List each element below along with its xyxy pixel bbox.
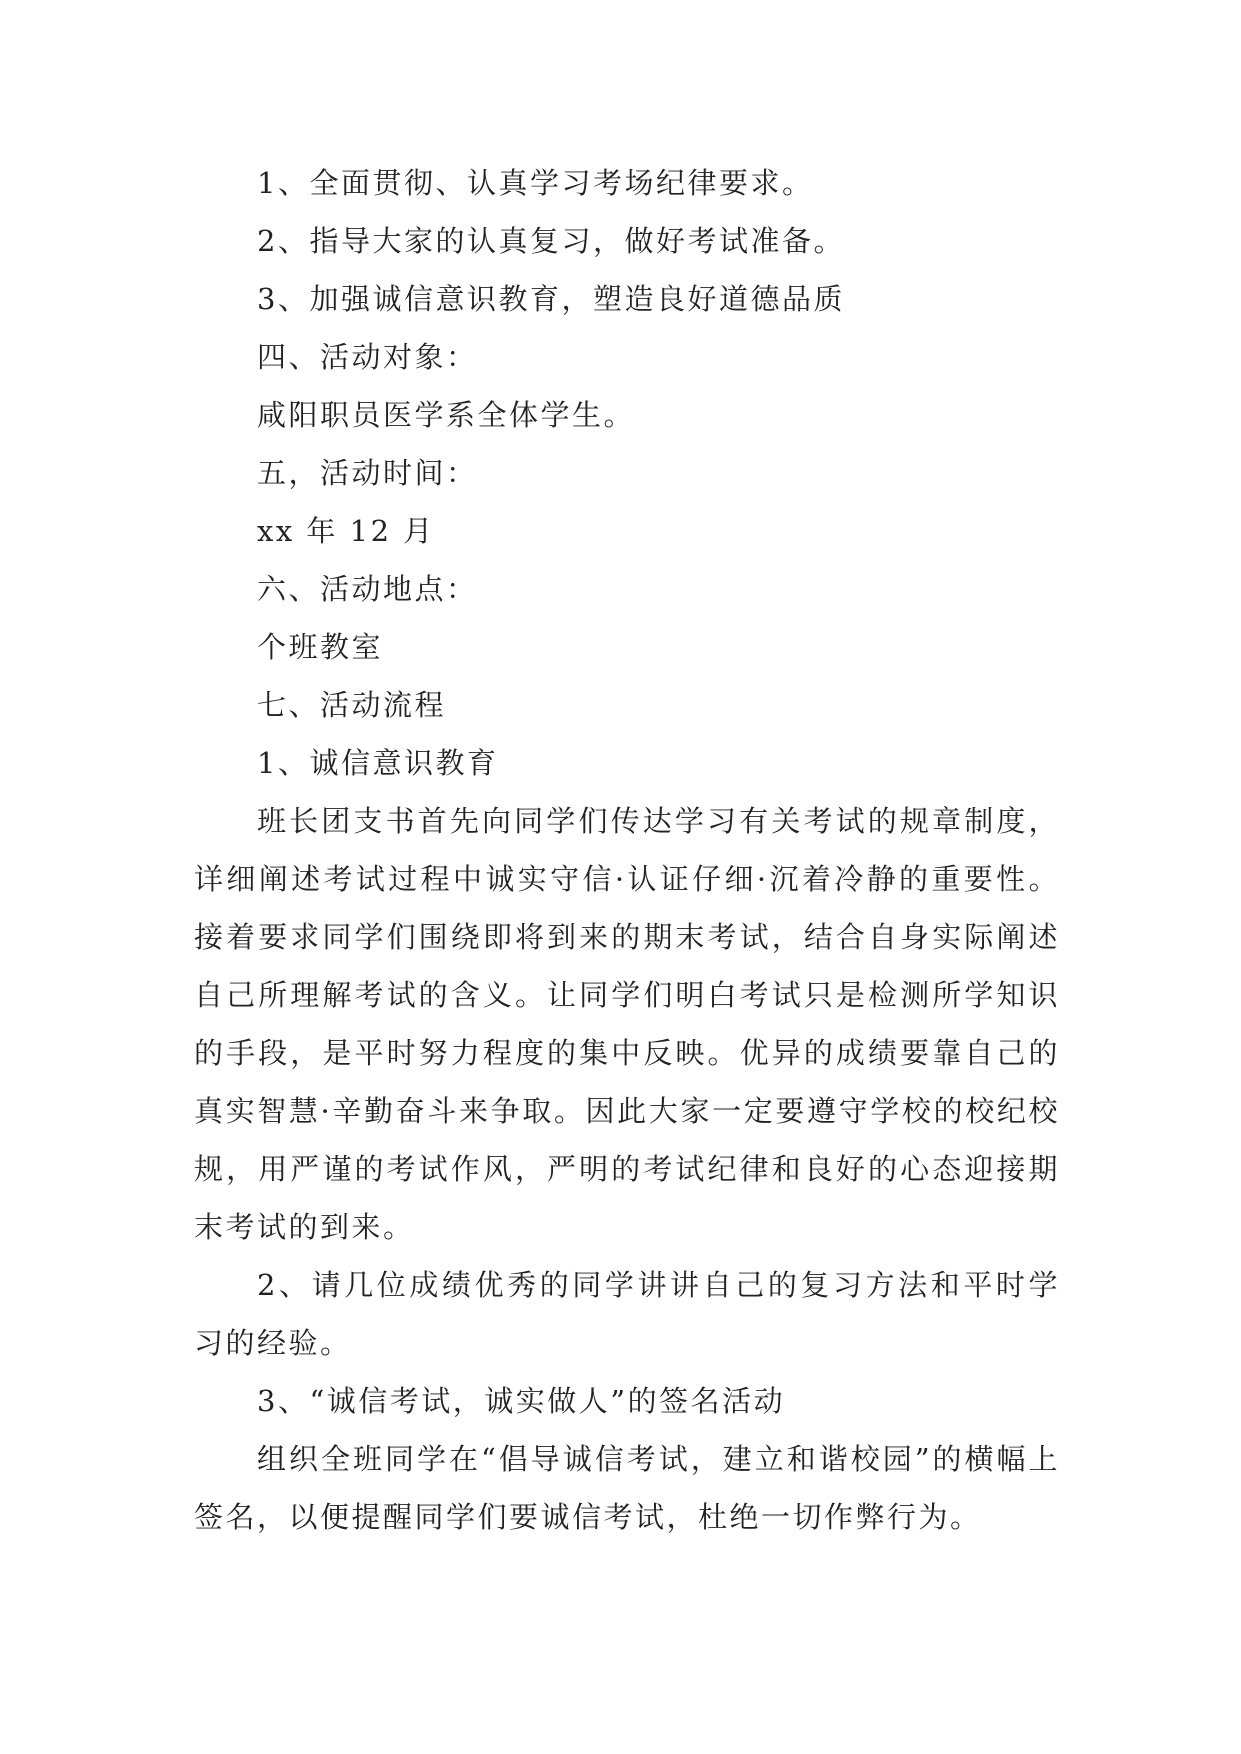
section-heading-location: 六、活动地点： bbox=[257, 572, 478, 606]
target-text: 咸阳职员医学系全体学生。 bbox=[257, 398, 636, 432]
process-step-2-paragraph: 2、请几位成绩优秀的同学讲讲自己的复习方法和平时学习的经验。 bbox=[194, 1268, 1060, 1360]
location-text: 个班教室 bbox=[257, 630, 384, 664]
objective-3: 3、加强诚信意识教育，塑造良好道德品质 bbox=[257, 282, 845, 316]
document-body bbox=[194, 154, 1060, 1546]
objective-1: 1、全面贯彻、认真学习考场纪律要求。 bbox=[257, 166, 814, 200]
objective-2: 2、指导大家的认真复习，做好考试准备。 bbox=[257, 224, 845, 258]
section-heading-target: 四、活动对象： bbox=[257, 340, 478, 374]
process-step-3-title: 3、“诚信考试，诚实做人”的签名活动 bbox=[257, 1384, 786, 1418]
process-step-3-paragraph: 组织全班同学在“倡导诚信考试，建立和谐校园”的横幅上签名，以便提醒同学们要诚信考试，杜绝一切作弊行为。 bbox=[194, 1442, 1060, 1534]
section-heading-time: 五，活动时间： bbox=[257, 456, 478, 490]
process-step-1-title: 1、诚信意识教育 bbox=[257, 746, 499, 780]
section-heading-process: 七、活动流程 bbox=[257, 688, 447, 722]
time-text: xx 年 12 月 bbox=[257, 514, 435, 548]
process-step-1-paragraph: 班长团支书首先向同学们传达学习有关考试的规章制度，详细阐述考试过程中诚实守信·认证仔细·沉着冷静的重要性。接着要求同学们围绕即将到来的期末考试，结合自身实际阐述自己所理解考试的含义。让同学们明白考试只是检测所学知识的手段，是平时努力程度的集中反映。优异的成绩要靠自己的真实智慧·辛勤奋斗来争取。因此大家一定要遵守学校的校纪校规，用严谨的考试作风，严明的考试纪律和良好的心态迎接期末考试的到来。 bbox=[194, 804, 1060, 1244]
